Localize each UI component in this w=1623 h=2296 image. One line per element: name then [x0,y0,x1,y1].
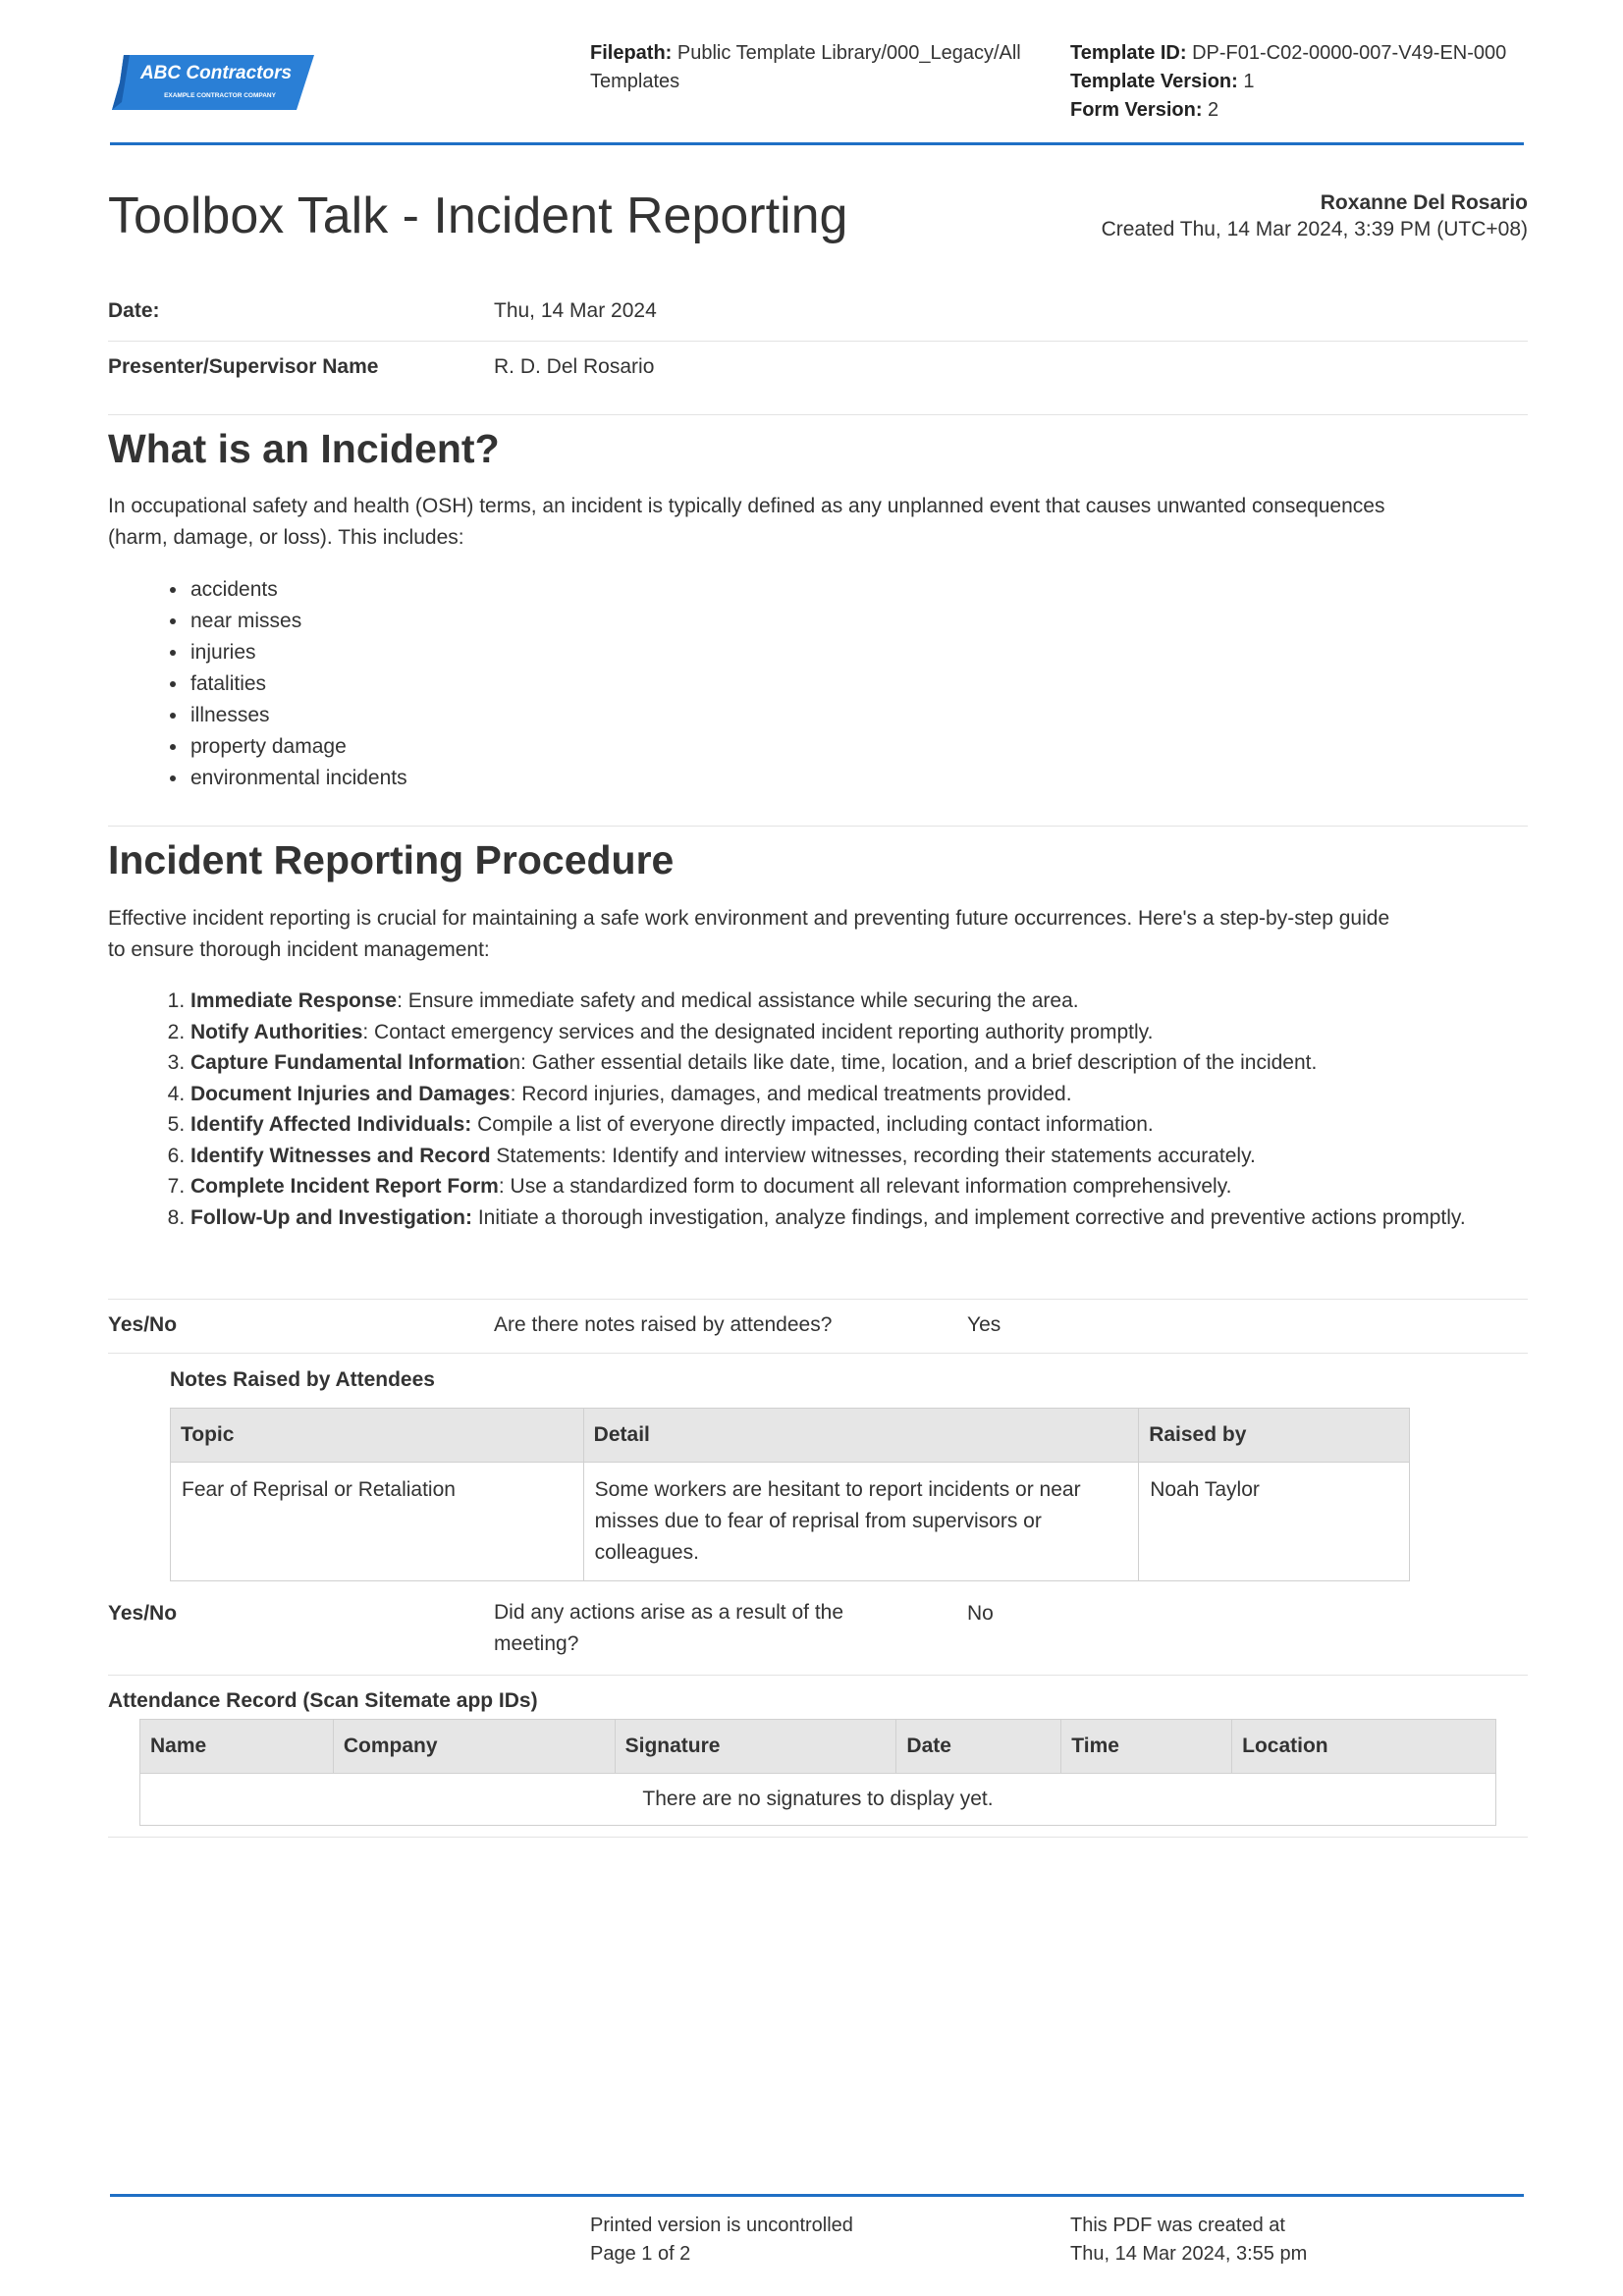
author-block [1102,189,1528,242]
q2-question [494,1597,843,1660]
logo-tagline: EXAMPLE CONTRACTOR COMPANY [164,92,276,99]
step-title: Notify Authorities [190,1020,363,1043]
incident-types-list [108,574,407,794]
step-title: Complete Incident Report Form [190,1175,499,1198]
table-row [171,1463,1410,1581]
divider [108,1299,1528,1300]
filepath-label: Filepath: [590,42,673,64]
incident-intro-line-2: (harm, damage, or loss). This includes: [108,526,464,549]
template-info-block [1070,39,1542,125]
page-number: Page 1 of 2 [590,2243,691,2265]
template-version-label: Template Version: [1070,71,1238,92]
step-title: Capture Fundamental Informatio [190,1051,510,1074]
q2-answer: No [967,1602,994,1625]
list-item: • injuries [189,637,407,668]
step-title: Identify Affected Individuals: [190,1113,472,1136]
incident-intro-line-1: In occupational safety and health (OSH) terms, an incident is typically defined as any unplanned event that causes unwanted consequences [108,495,1385,517]
divider [108,1837,1528,1838]
q1-answer: Yes [967,1313,1001,1336]
q1-type-label: Yes/No [108,1313,178,1336]
incident-intro [108,491,1522,554]
procedure-step [190,1047,1575,1079]
date-label: Date: [108,299,160,322]
table-header-row [140,1720,1496,1774]
step-title: Document Injuries and Damages [190,1082,511,1105]
note-topic: Fear of Reprisal or Retaliation [171,1463,584,1581]
q2-question-line-2: meeting? [494,1632,579,1655]
procedure-step [190,1079,1575,1110]
column-header-company: Company [333,1720,615,1774]
procedure-step [190,1202,1575,1234]
date-value: Thu, 14 Mar 2024 [494,299,657,322]
step-text: Initiate a thorough investigation, analyze findings, and implement corrective and preventive actions promptly. [472,1205,1466,1229]
divider [108,341,1528,342]
procedure-step [190,1017,1575,1048]
table-header-row [171,1409,1410,1463]
divider [108,1353,1528,1354]
list-item: • environmental incidents [189,763,407,794]
column-header-topic: Topic [171,1409,584,1463]
step-text: Compile a list of everyone directly impacted, including contact information. [471,1113,1154,1136]
column-header-location: Location [1232,1720,1496,1774]
step-text: : Ensure immediate safety and medical assistance while securing the area. [397,989,1079,1012]
presenter-value: R. D. Del Rosario [494,355,655,378]
footer-divider [110,2194,1524,2197]
procedure-step [190,986,1575,1017]
list-item: • fatalities [189,668,407,700]
list-item: • illnesses [189,700,407,731]
procedure-step [190,1171,1575,1202]
procedure-heading: Incident Reporting Procedure [108,837,675,882]
step-text: : Record injuries, damages, and medical treatments provided. [510,1082,1072,1105]
incident-heading: What is an Incident? [108,426,500,471]
uncontrolled-notice: Printed version is uncontrolled [590,2215,853,2236]
step-title: Identify Witnesses and Record [190,1144,491,1167]
pdf-created-label: This PDF was created at [1070,2215,1285,2236]
footer-uncontrolled-block [590,2212,853,2269]
column-header-detail: Detail [583,1409,1139,1463]
footer-created-block [1070,2212,1307,2269]
note-detail: Some workers are hesitant to report incidents or near misses due to fear of reprisal from supervisors or colleagues. [583,1463,1139,1581]
note-raised-by: Noah Taylor [1139,1463,1410,1581]
header-divider [110,142,1524,145]
divider [108,1675,1528,1676]
template-version-value: 1 [1243,71,1255,92]
q1-question: Are there notes raised by attendees? [494,1313,833,1336]
filepath-block [590,39,1042,96]
column-header-raised-by: Raised by [1139,1409,1410,1463]
notes-heading: Notes Raised by Attendees [170,1368,435,1391]
author-name: Roxanne Del Rosario [1320,191,1528,214]
logo-badge-icon [110,53,316,112]
filepath-value-1: Public Template Library/000_Legacy/All [676,42,1021,64]
template-id-value: DP-F01-C02-0000-007-V49-EN-000 [1192,42,1507,64]
attendance-table [139,1719,1496,1826]
list-item: • accidents [189,574,407,606]
notes-table [170,1408,1410,1581]
created-timestamp: Created Thu, 14 Mar 2024, 3:39 PM (UTC+08) [1101,218,1528,240]
procedure-intro-line-1: Effective incident reporting is crucial for maintaining a safe work environment and preventing future occurrences. Here's a step-by-step guide [108,907,1390,930]
form-version-value: 2 [1208,99,1219,121]
company-logo [110,53,316,112]
column-header-name: Name [140,1720,334,1774]
step-text: n: Gather essential details like date, time, location, and a brief description of the incident. [509,1051,1318,1074]
logo-brand: ABC Contractors [139,63,293,83]
procedure-step [190,1109,1575,1141]
step-text: : Contact emergency services and the designated incident reporting authority promptly. [362,1020,1154,1043]
empty-signatures-message: There are no signatures to display yet. [140,1774,1496,1826]
list-item: • property damage [189,731,407,763]
table-row [140,1774,1496,1826]
procedure-intro [108,903,1522,966]
q2-type-label: Yes/No [108,1602,178,1625]
document-title: Toolbox Talk - Incident Reporting [108,187,848,244]
pdf-created-value: Thu, 14 Mar 2024, 3:55 pm [1070,2243,1308,2265]
procedure-steps-list [108,986,1575,1233]
step-text: Statements: Identify and interview witnesses, recording their statements accurately. [490,1144,1256,1167]
divider [108,414,1528,415]
step-title: Immediate Response [190,989,398,1012]
column-header-signature: Signature [615,1720,896,1774]
step-title: Follow-Up and Investigation: [190,1205,472,1229]
divider [108,826,1528,827]
q2-question-line-1: Did any actions arise as a result of the [494,1601,844,1624]
form-version-label: Form Version: [1070,99,1203,121]
filepath-value-2: Templates [590,71,680,92]
column-header-time: Time [1061,1720,1232,1774]
attendance-heading: Attendance Record (Scan Sitemate app IDs) [108,1689,538,1712]
presenter-label: Presenter/Supervisor Name [108,355,379,378]
list-item: • near misses [189,606,407,637]
procedure-step [190,1141,1575,1172]
step-text: : Use a standardized form to document all relevant information comprehensively. [498,1175,1232,1198]
template-id-label: Template ID: [1070,42,1187,64]
procedure-intro-line-2: to ensure thorough incident management: [108,938,490,961]
column-header-date: Date [896,1720,1061,1774]
